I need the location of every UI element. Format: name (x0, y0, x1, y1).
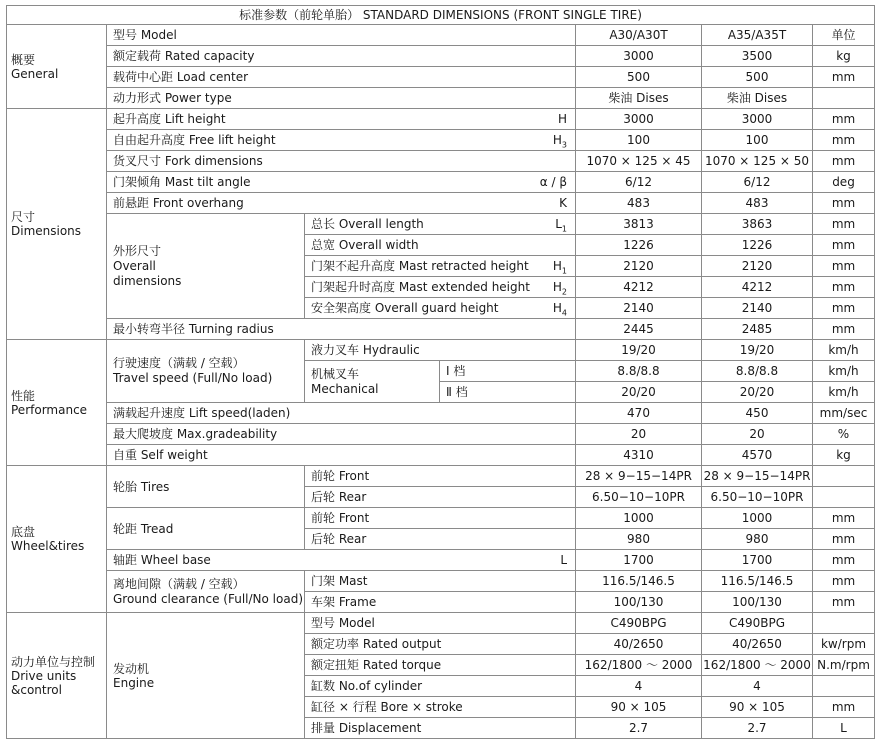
travel-speed-group: 行驶速度（满载 / 空载） Travel speed (Full/No load) (107, 340, 305, 403)
unit: mm (813, 550, 875, 571)
table-row (7, 172, 875, 193)
unit: kw/rpm (813, 634, 875, 655)
row-label: 缸数 No.of cylinder (305, 676, 576, 697)
value-2: 1700 (702, 550, 813, 571)
value-2: 162/1800 ～ 2000 (702, 655, 813, 676)
unit: mm/sec (813, 403, 875, 424)
symbol: $H_1$ (552, 259, 567, 276)
row-label: 货叉尺寸 Fork dimensions (107, 151, 576, 172)
unit: km/h (813, 340, 875, 361)
value-2: 483 (702, 193, 813, 214)
unit: kg (813, 46, 875, 67)
value-2: 980 (702, 529, 813, 550)
value-1: 2120 (576, 256, 702, 277)
table-row (7, 550, 875, 571)
value-1: 1000 (576, 508, 702, 529)
category-wheel: 底盘 Wheel&tires (7, 466, 107, 613)
unit: mm (813, 67, 875, 88)
row-label: 后轮 Rear (305, 529, 576, 550)
value-2: 4212 (702, 277, 813, 298)
row-label: 排量 Displacement (305, 718, 576, 739)
row-label: 门架倾角 Mast tilt angle α / β (107, 172, 576, 193)
row-label: 动力形式 Power type (107, 88, 576, 109)
category-performance: 性能 Performance (7, 340, 107, 466)
value-1: 20/20 (576, 382, 702, 403)
value-1: 162/1800 ～ 2000 (576, 655, 702, 676)
value-2: 1070 × 125 × 50 (702, 151, 813, 172)
unit: km/h (813, 361, 875, 382)
unit (813, 613, 875, 634)
unit: mm (813, 109, 875, 130)
spec-table (6, 5, 875, 739)
row-label: 额定载荷 Rated capacity (107, 46, 576, 67)
row-label: 最大爬坡度 Max.gradeability (107, 424, 576, 445)
unit: mm (813, 592, 875, 613)
value-2: 2485 (702, 319, 813, 340)
value-2: 3000 (702, 109, 813, 130)
table-row (7, 25, 875, 46)
overall-dimensions-group: 外形尺寸 Overall dimensions (107, 214, 305, 319)
row-label: 满载起升速度 Lift speed(laden) (107, 403, 576, 424)
tires-group: 轮胎 Tires (107, 466, 305, 508)
table-row (7, 445, 875, 466)
table-row (7, 403, 875, 424)
table-row (7, 424, 875, 445)
table-row (7, 340, 875, 361)
unit: mm (813, 214, 875, 235)
value-1: 90 × 105 (576, 697, 702, 718)
value-2: 500 (702, 67, 813, 88)
unit: mm (813, 277, 875, 298)
value-2: 3863 (702, 214, 813, 235)
table-row (7, 109, 875, 130)
symbol: $L_1$ (555, 217, 567, 234)
value-1: 4 (576, 676, 702, 697)
value-1: 1226 (576, 235, 702, 256)
value-1: 8.8/8.8 (576, 361, 702, 382)
value-1: 2445 (576, 319, 702, 340)
value-1: 2140 (576, 298, 702, 319)
category-dimensions: 尺寸 Dimensions (7, 109, 107, 340)
value-1: 100/130 (576, 592, 702, 613)
value-2: 28 × 9−15−14PR (702, 466, 813, 487)
unit: kg (813, 445, 875, 466)
value-1: 6/12 (576, 172, 702, 193)
table-title: 标准参数（前轮单胎） STANDARD DIMENSIONS (FRONT SINGLE TIRE) (7, 6, 875, 25)
symbol: α / β (539, 175, 567, 189)
unit: N.m/rpm (813, 655, 875, 676)
value-2: 2120 (702, 256, 813, 277)
row-label: 自重 Self weight (107, 445, 576, 466)
table-row (7, 130, 875, 151)
header-model-2: A35/A35T (702, 25, 813, 46)
value-1: 3813 (576, 214, 702, 235)
value-2: 116.5/146.5 (702, 571, 813, 592)
row-label: 总宽 Overall width (305, 235, 576, 256)
row-label: 后轮 Rear (305, 487, 576, 508)
value-1: 116.5/146.5 (576, 571, 702, 592)
table-row (7, 151, 875, 172)
table-row (7, 214, 875, 235)
symbol: K (559, 196, 567, 210)
row-label: 最小转弯半径 Turning radius (107, 319, 576, 340)
gear-label: Ⅱ 档 (440, 382, 576, 403)
value-2: 3500 (702, 46, 813, 67)
symbol: H (557, 112, 567, 126)
value-2: 100 (702, 130, 813, 151)
table-row (7, 88, 875, 109)
value-2: 19/20 (702, 340, 813, 361)
value-1: 3000 (576, 46, 702, 67)
value-2: 1000 (702, 508, 813, 529)
value-1: 4212 (576, 277, 702, 298)
value-1: 柴油 Dises (576, 88, 702, 109)
unit: mm (813, 571, 875, 592)
row-label: 自由起升高度 Free lift height $H_3$ (107, 130, 576, 151)
value-1: 20 (576, 424, 702, 445)
value-2: 4 (702, 676, 813, 697)
unit: mm (813, 130, 875, 151)
table-row (7, 466, 875, 487)
symbol: $H_4$ (552, 301, 567, 318)
value-1: 2.7 (576, 718, 702, 739)
unit: mm (813, 298, 875, 319)
row-label: 门架 Mast (305, 571, 576, 592)
table-row (7, 613, 875, 634)
header-label: 型号 Model (107, 25, 576, 46)
value-1: 40/2650 (576, 634, 702, 655)
unit: mm (813, 256, 875, 277)
row-label: 额定功率 Rated output (305, 634, 576, 655)
value-1: 100 (576, 130, 702, 151)
value-2: 20 (702, 424, 813, 445)
value-2: C490BPG (702, 613, 813, 634)
value-2: 90 × 105 (702, 697, 813, 718)
value-1: 6.50−10−10PR (576, 487, 702, 508)
value-1: 470 (576, 403, 702, 424)
header-unit: 单位 (813, 25, 875, 46)
value-2: 2140 (702, 298, 813, 319)
symbol: $H_3$ (552, 133, 567, 150)
row-label: 型号 Model (305, 613, 576, 634)
row-label: 液力叉车 Hydraulic (305, 340, 576, 361)
row-label: 前悬距 Front overhang K (107, 193, 576, 214)
value-1: 4310 (576, 445, 702, 466)
unit: mm (813, 193, 875, 214)
row-label: 轴距 Wheel base L (107, 550, 576, 571)
unit (813, 487, 875, 508)
row-label: 安全架高度 Overall guard height $H_4$ (305, 298, 576, 319)
unit: mm (813, 319, 875, 340)
unit: mm (813, 151, 875, 172)
unit: % (813, 424, 875, 445)
table-row (7, 508, 875, 529)
value-2: 4570 (702, 445, 813, 466)
value-1: 1070 × 125 × 45 (576, 151, 702, 172)
value-1: 19/20 (576, 340, 702, 361)
unit: L (813, 718, 875, 739)
value-1: 28 × 9−15−14PR (576, 466, 702, 487)
table-row (7, 319, 875, 340)
value-2: 2.7 (702, 718, 813, 739)
unit: mm (813, 697, 875, 718)
table-row (7, 67, 875, 88)
row-label: 门架不起升高度 Mast retracted height $H_1$ (305, 256, 576, 277)
category-general: 概要 General (7, 25, 107, 109)
value-1: 500 (576, 67, 702, 88)
value-2: 100/130 (702, 592, 813, 613)
table-row (7, 193, 875, 214)
category-drive: 动力单位与控制 Drive units &control (7, 613, 107, 739)
value-1: 483 (576, 193, 702, 214)
table-row (7, 571, 875, 592)
value-2: 6.50−10−10PR (702, 487, 813, 508)
row-label: 总长 Overall length $L_1$ (305, 214, 576, 235)
tread-group: 轮距 Tread (107, 508, 305, 550)
title-row (7, 6, 875, 25)
row-label: 额定扭矩 Rated torque (305, 655, 576, 676)
value-1: 980 (576, 529, 702, 550)
value-2: 1226 (702, 235, 813, 256)
row-label: 车架 Frame (305, 592, 576, 613)
unit (813, 88, 875, 109)
symbol: L (560, 553, 567, 567)
value-1: 3000 (576, 109, 702, 130)
unit: mm (813, 529, 875, 550)
value-1: C490BPG (576, 613, 702, 634)
row-label: 载荷中心距 Load center (107, 67, 576, 88)
unit (813, 466, 875, 487)
unit: mm (813, 235, 875, 256)
value-2: 柴油 Dises (702, 88, 813, 109)
value-1: 1700 (576, 550, 702, 571)
unit: deg (813, 172, 875, 193)
value-2: 20/20 (702, 382, 813, 403)
row-label: 起升高度 Lift height H (107, 109, 576, 130)
value-2: 40/2650 (702, 634, 813, 655)
table-row (7, 46, 875, 67)
row-label: 门架起升时高度 Mast extended height $H_2$ (305, 277, 576, 298)
value-2: 450 (702, 403, 813, 424)
mechanical-group: 机械叉车 Mechanical (305, 361, 440, 403)
value-2: 8.8/8.8 (702, 361, 813, 382)
header-model-1: A30/A30T (576, 25, 702, 46)
value-2: 6/12 (702, 172, 813, 193)
gear-label: Ⅰ 档 (440, 361, 576, 382)
row-label: 缸径 × 行程 Bore × stroke (305, 697, 576, 718)
unit (813, 676, 875, 697)
row-label: 前轮 Front (305, 466, 576, 487)
engine-group: 发动机 Engine (107, 613, 305, 739)
symbol: $H_2$ (552, 280, 567, 297)
row-label: 前轮 Front (305, 508, 576, 529)
clearance-group: 离地间隙（满载 / 空载） Ground clearance (Full/No load) (107, 571, 305, 613)
unit: km/h (813, 382, 875, 403)
unit: mm (813, 508, 875, 529)
